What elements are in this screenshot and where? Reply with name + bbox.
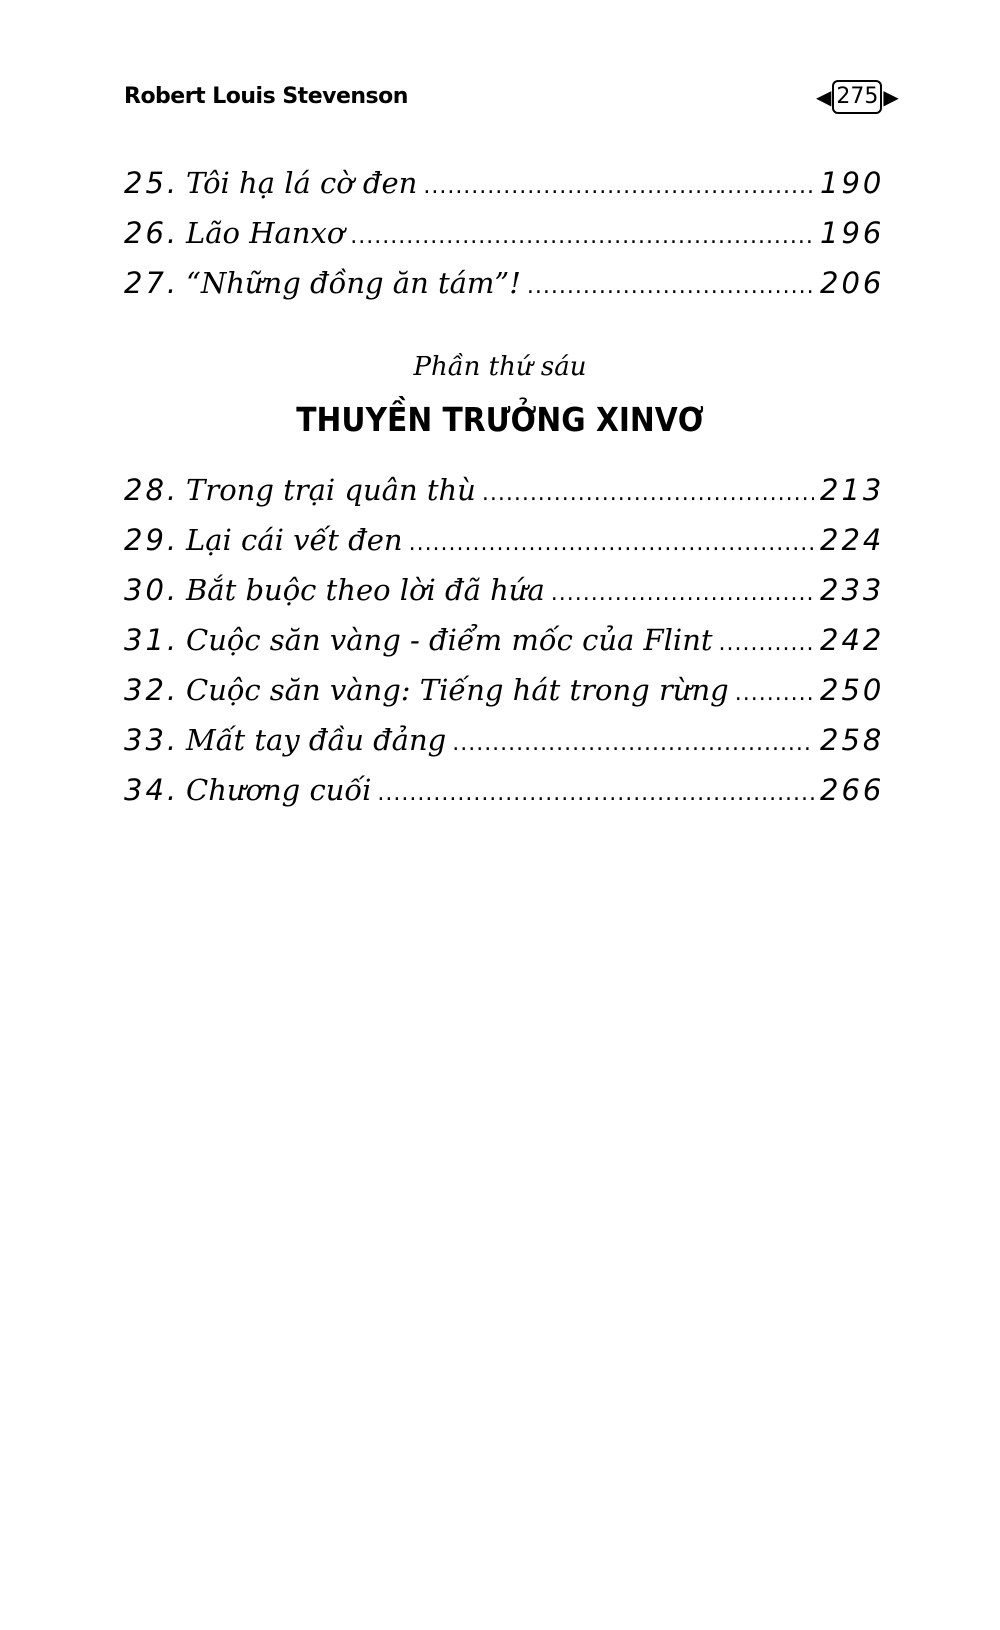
toc-entry-title: Lại cái vết đen (186, 523, 403, 557)
toc-entry (124, 515, 885, 565)
toc-entry-number: 30. (124, 573, 180, 607)
toc-entry-page: 213 (820, 473, 885, 507)
toc-entry (124, 665, 885, 715)
toc-entry (124, 715, 885, 765)
toc-entry-page: 258 (820, 723, 885, 757)
dot-leader (452, 719, 814, 769)
dot-leader (735, 669, 814, 719)
page-number-badge (816, 80, 899, 114)
dot-leader (377, 769, 814, 819)
toc-entry (124, 565, 885, 615)
page-number: 275 (832, 80, 882, 114)
dot-leader (423, 162, 814, 212)
toc-entry (124, 765, 885, 815)
toc-entry (124, 158, 885, 208)
dot-leader (551, 569, 814, 619)
toc-entry (124, 615, 885, 665)
toc-entry-title: Chương cuối (186, 773, 372, 807)
toc-entry (124, 258, 885, 308)
toc-entry-title: Trong trại quân thù (186, 473, 476, 507)
part-label: Phần thứ sáu (413, 352, 587, 382)
toc-entry-page: 206 (820, 266, 885, 300)
toc-entry-title: Bắt buộc theo lời đã hứa (186, 573, 545, 607)
toc-entry-number: 28. (124, 473, 180, 507)
toc-entry (124, 208, 885, 258)
dot-leader (409, 519, 814, 569)
toc-entry-title: “Những đồng ăn tám”! (186, 266, 521, 300)
triangle-left-icon: ◀ (816, 85, 832, 109)
dot-leader (527, 262, 814, 312)
toc-entry-number: 32. (124, 673, 180, 707)
toc-entry-number: 26. (124, 216, 180, 250)
toc-entry-number: 25. (124, 166, 180, 200)
toc-entry-page: 196 (820, 216, 885, 250)
toc-entry-title: Lão Hanxơ (186, 216, 345, 250)
toc-list-top (124, 158, 885, 308)
toc-entry-page: 233 (820, 573, 885, 607)
toc-entry-page: 224 (820, 523, 885, 557)
header-author: Robert Louis Stevenson (124, 84, 408, 109)
toc-entry (124, 465, 885, 515)
toc-list-bottom (124, 465, 885, 815)
dot-leader (719, 619, 814, 669)
dot-leader (482, 469, 814, 519)
toc-entry-number: 27. (124, 266, 180, 300)
toc-entry-number: 29. (124, 523, 180, 557)
toc-entry-page: 242 (820, 623, 885, 657)
toc-entry-title: Mất tay đầu đảng (186, 723, 447, 757)
toc-entry-number: 34. (124, 773, 180, 807)
toc-entry-number: 31. (124, 623, 180, 657)
toc-entry-page: 266 (820, 773, 885, 807)
toc-entry-number: 33. (124, 723, 180, 757)
toc-entry-page: 190 (820, 166, 885, 200)
triangle-right-icon: ▶ (883, 85, 899, 109)
dot-leader (350, 212, 814, 262)
toc-entry-page: 250 (820, 673, 885, 707)
part-title: THUYỀN TRƯỞNG XINVƠ (296, 400, 704, 439)
toc-entry-title: Tôi hạ lá cờ đen (186, 166, 418, 200)
toc-entry-title: Cuộc săn vàng: Tiếng hát trong rừng (186, 673, 729, 707)
toc-entry-title: Cuộc săn vàng - điểm mốc của Flint (186, 623, 713, 657)
